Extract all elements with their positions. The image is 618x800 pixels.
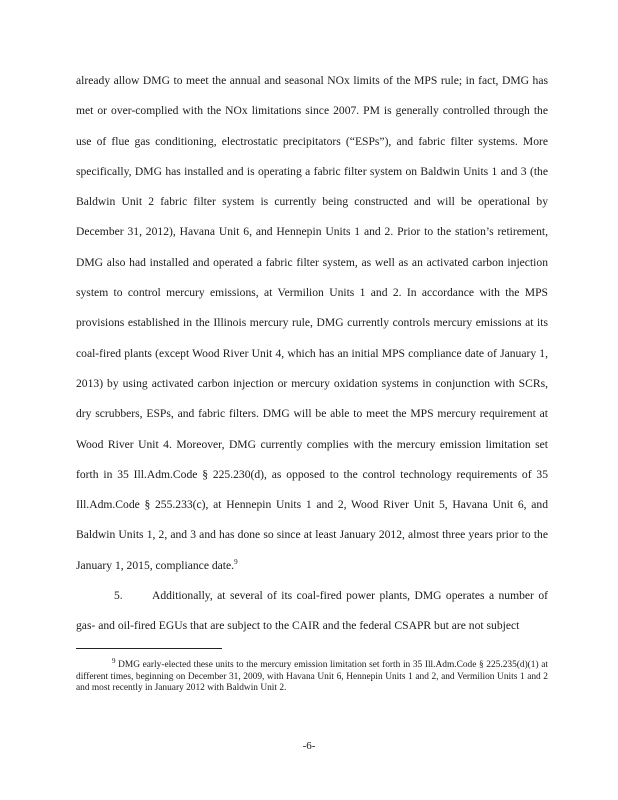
continued-paragraph-text: already allow DMG to meet the annual and seasonal NOx limits of the MPS rule; in fact, DMG has met or over-complied with the NOx limitations since 2007. PM is generally controlled through the use of flue gas conditioning, electrostatic precipitators (“ESPs”), and fabric filter systems. More specifically, DMG has installed and is operating a fabric filter system on Baldwin Units 1 and 3 (the Baldwin Unit 2 fabric filter system is currently being constructed and will be operational by December 31, 2012), Havana Unit 6, and Hennepin Units 1 and 2. Prior to the station’s retirement, DMG also had installed and operated a fabric filter system, as well as an activated carbon injection system to control mercury emissions, at Vermilion Units 1 and 2. In accordance with the MPS provisions established in the Illinois mercury rule, DMG currently controls mercury emissions at its coal-fired plants (except Wood River Unit 4, which has an initial MPS compliance date of January 1, 2013) by using activated carbon injection or mercury oxidation systems in conjunction with SCRs, dry scrubbers, ESPs, and fabric filters. DMG will be able to meet the MPS mercury requirement at Wood River Unit 4. Moreover, DMG currently complies with the mercury emission limitation set forth in 35 Ill.Adm.Code § 225.230(d), as opposed to the control technology requirements of 35 Ill.Adm.Code § 255.233(c), at Hennepin Units 1 and 2, Wood River Unit 5, Havana Unit 6, and Baldwin Units 1, 2, and 3 and has done so since at least January 2012, almost three years prior to the January 1, 2015, compliance date. (76, 74, 548, 572)
paragraph-number: 5. (114, 589, 123, 603)
page-number: -6- (302, 740, 316, 752)
footnote-text: DMG early-elected these units to the mercury emission limitation set forth in 35 Ill.Adm.Code § 225.235(d)(1) at different times, beginning on December 31, 2009, with Havana Unit 6, Hennepin Units 1 and 2, and Vermilion Units 1 and 2 and most recently in January 2012 with Baldwin Unit 2. (76, 660, 548, 694)
paragraph-5-text: Additionally, at several of its coal-fired power plants, DMG operates a number of gas- and oil-fired EGUs that are subject to the CAIR and the federal CSAPR but are not subject (76, 589, 548, 633)
footnote-marker: 9 (112, 656, 116, 665)
paragraph-5 (76, 581, 548, 642)
body-text (76, 66, 548, 642)
continued-paragraph (76, 66, 548, 581)
footnote (76, 656, 548, 695)
footnote-separator (76, 648, 222, 649)
footnote-reference: 9 (234, 557, 238, 566)
